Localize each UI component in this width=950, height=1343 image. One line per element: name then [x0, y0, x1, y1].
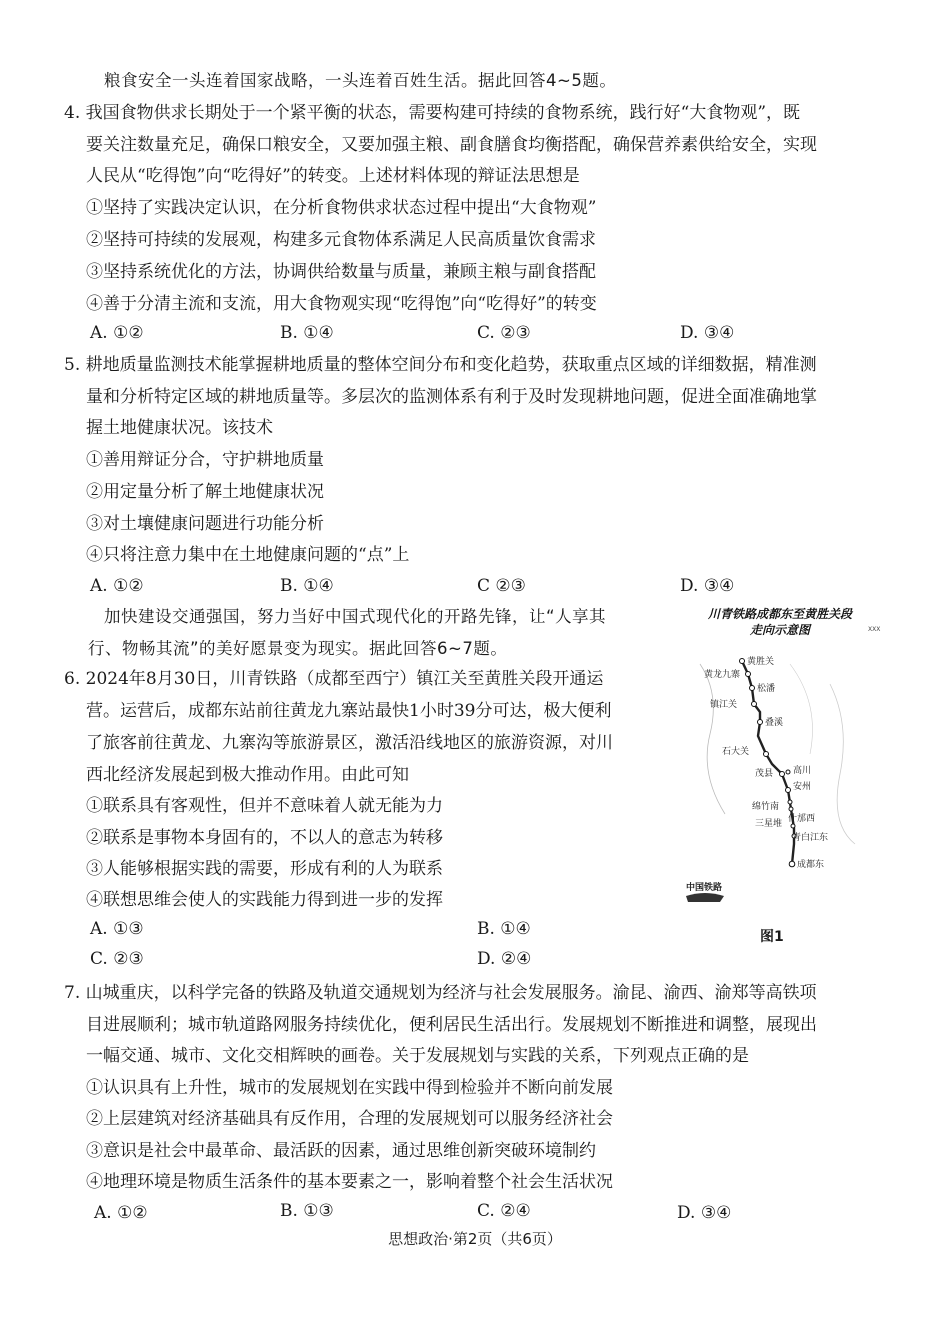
station-dot — [786, 788, 791, 793]
station-dot — [780, 772, 785, 777]
question-7-stem-line-3: 一幅交通、城市、文化交相辉映的画卷。关于发展规划与实践的关系，下列观点正确的是 — [86, 1046, 749, 1066]
question-5-stem-line-3: 握土地健康状况。该技术 — [86, 418, 273, 438]
station-label: 高川 — [793, 766, 812, 776]
question-7-option-c: C. ②④ — [477, 1201, 531, 1221]
station-dot — [788, 800, 792, 804]
question-5-stem-line-2: 量和分析特定区域的耕地质量等。多层次的监测体系有利于及时发现耕地问题，促进全面准确地掌 — [86, 387, 817, 407]
station-gaochuan — [786, 764, 811, 776]
station-label: 松潘 — [757, 684, 776, 694]
station-label: 黄胜关 — [747, 657, 775, 667]
station-dot — [786, 770, 790, 774]
station-dot — [789, 861, 795, 867]
map-river-3 — [790, 664, 813, 754]
question-6-stem-line-2: 营。运营后，成都东站前往黄龙九寨站最快1小时39分可达，极大便利 — [86, 701, 612, 721]
question-6-stem-line-1: 6. 2024年8月30日，川青铁路（成都至西宁）镇江关至黄胜关段开通运 — [64, 669, 604, 689]
question-6-option-c: C. ②③ — [90, 949, 144, 969]
station-label: 叠溪 — [765, 718, 784, 728]
question-4-item-1: ①坚持了实践决定认识，在分析食物供求状态过程中提出“大食物观” — [86, 198, 597, 218]
question-5-item-1: ①善用辩证分合，守护耕地质量 — [86, 450, 324, 470]
question-6-stem-line-3: 了旅客前往黄龙、九寨沟等旅游景区，激活沿线地区的旅游资源，对川 — [86, 733, 613, 753]
question-7-item-2: ②上层建筑对经济基础具有反作用，合理的发展规划可以服务经济社会 — [86, 1109, 613, 1129]
question-5-option-a: A. ①② — [90, 576, 144, 596]
map-corner-note: XXX — [868, 626, 881, 633]
station-anzhou — [786, 780, 812, 793]
station-label: 三星堆 — [755, 819, 783, 829]
question-6-option-a: A. ①③ — [90, 919, 144, 939]
figure-caption: 图1 — [760, 929, 784, 945]
china-railway-logo — [686, 881, 724, 902]
map-river-1 — [700, 664, 725, 814]
question-4-stem-line-2: 要关注数量充足，确保口粮安全，又要加强主粮、副食膳食均衡搭配，确保营养素供给安全，实现 — [86, 135, 817, 155]
question-4-item-3: ③坚持系统优化的方法，协调供给数量与质量，兼顾主粮与副食搭配 — [86, 262, 596, 282]
station-dot — [750, 686, 755, 691]
station-label: 茂县 — [755, 769, 774, 779]
question-4-option-b: B. ①④ — [280, 323, 334, 343]
station-huanglong-jiuzhai — [704, 668, 751, 680]
question-6-option-b: B. ①④ — [477, 919, 531, 939]
question-5-option-d: D. ③④ — [680, 576, 735, 596]
station-dot — [758, 720, 763, 725]
question-7-option-d: D. ③④ — [677, 1203, 732, 1223]
station-label: 安州 — [793, 782, 812, 792]
station-dot — [791, 824, 795, 828]
intro-4-5: 粮食安全一头连着国家战略，一头连着百姓生活。据此回答4~5题。 — [104, 71, 617, 90]
station-maoxian — [755, 767, 785, 779]
question-6-option-d: D. ②④ — [477, 949, 532, 969]
question-4-stem-line-1: 4. 我国食物供求长期处于一个紧平衡的状态，需要构建可持续的食物系统，践行好“大食物观”，既 — [64, 103, 801, 123]
station-mianzhunan — [752, 800, 792, 812]
station-label: 镇江关 — [710, 700, 738, 710]
question-7-option-a: A. ①② — [94, 1203, 148, 1223]
question-7-item-4: ④地理环境是物质生活条件的基本要素之一，影响着整个社会生活状况 — [86, 1172, 613, 1192]
page-footer: 思想政治·第2页（共6页） — [388, 1230, 562, 1248]
question-5-option-c: C ②③ — [477, 576, 526, 596]
station-shifangxi — [788, 807, 815, 824]
question-6-item-3: ③人能够根据实践的需要，形成有利的人为联系 — [86, 859, 443, 879]
map-river-2 — [830, 684, 855, 844]
intro-6-7-line-1: 加快建设交通强国，努力当好中国式现代化的开路先锋，让“人享其 — [104, 607, 607, 626]
station-label: 绵竹南 — [752, 802, 780, 812]
station-dot — [789, 807, 793, 811]
station-dot — [746, 672, 751, 677]
map-title-line-2: 走向示意图 — [749, 623, 811, 637]
question-6-item-1: ①联系具有客观性，但并不意味着人就无能为力 — [86, 796, 443, 816]
question-5-option-b: B. ①④ — [280, 576, 334, 596]
question-5-item-3: ③对土壤健康问题进行功能分析 — [86, 514, 324, 534]
question-6-stem-line-4: 西北经济发展起到极大推动作用。由此可知 — [86, 765, 409, 785]
question-4-option-a: A. ①② — [90, 323, 144, 343]
question-5-item-4: ④只将注意力集中在土地健康问题的“点”上 — [86, 545, 410, 565]
question-4-option-d: D. ③④ — [680, 323, 735, 343]
station-label: 什邡西 — [788, 814, 816, 824]
question-4-item-4: ④善于分清主流和支流，用大食物观实现“吃得饱”向“吃得好”的转变 — [86, 294, 597, 314]
station-qingbaijiangdong — [792, 831, 828, 843]
train-icon — [686, 893, 724, 902]
station-dot — [740, 659, 745, 664]
station-label: 青白江东 — [792, 833, 829, 843]
question-7-item-3: ③意识是社会中最革命、最活跃的因素，通过思维创新突破环境制约 — [86, 1141, 596, 1161]
question-4-option-c: C. ②③ — [477, 323, 531, 343]
station-diexi — [758, 716, 784, 728]
station-label: 黄龙九寨 — [704, 670, 741, 680]
question-6-item-2: ②联系是事物本身固有的，不以人的意志为转移 — [86, 828, 443, 848]
question-6-item-4: ④联想思维会使人的实践能力得到进一步的发挥 — [86, 890, 443, 910]
station-dot — [764, 752, 769, 757]
question-7-stem-line-1: 7. 山城重庆，以科学完备的铁路及轨道交通规划为经济与社会发展服务。渝昆、渝西、渝郑等高铁项 — [64, 983, 817, 1003]
intro-6-7-line-2: 行、物畅其流”的美好愿景变为现实。据此回答6~7题。 — [88, 639, 508, 658]
question-7-stem-line-2: 目进展顺利；城市轨道路网服务持续优化，便利居民生活出行。发展规划不断推进和调整，展现出 — [86, 1015, 817, 1035]
station-dot — [752, 702, 757, 707]
question-5-item-2: ②用定量分析了解土地健康状况 — [86, 482, 324, 502]
station-label: 石大关 — [722, 747, 750, 757]
question-5-stem-line-1: 5. 耕地质量监测技术能掌握耕地质量的整体空间分布和变化趋势，获取重点区域的详细数据，精准测 — [64, 355, 817, 375]
question-7-item-1: ①认识具有上升性，城市的发展规划在实践中得到检验并不断向前发展 — [86, 1078, 613, 1098]
question-4-item-2: ②坚持可持续的发展观，构建多元食物体系满足人民高质量饮食需求 — [86, 230, 596, 250]
question-4-stem-line-3: 人民从“吃得饱”向“吃得好”的转变。上述材料体现的辩证法思想是 — [86, 166, 580, 186]
map-title-line-1: 川青铁路成都东至黄胜关段 — [707, 607, 853, 621]
railway-route-map — [680, 604, 885, 922]
logo-text: 中国铁路 — [686, 883, 723, 893]
station-zhenjiangguan — [710, 698, 757, 710]
station-label: 成都东 — [797, 860, 825, 870]
station-chengdudong — [789, 858, 824, 870]
question-7-option-b: B. ①③ — [280, 1201, 334, 1221]
